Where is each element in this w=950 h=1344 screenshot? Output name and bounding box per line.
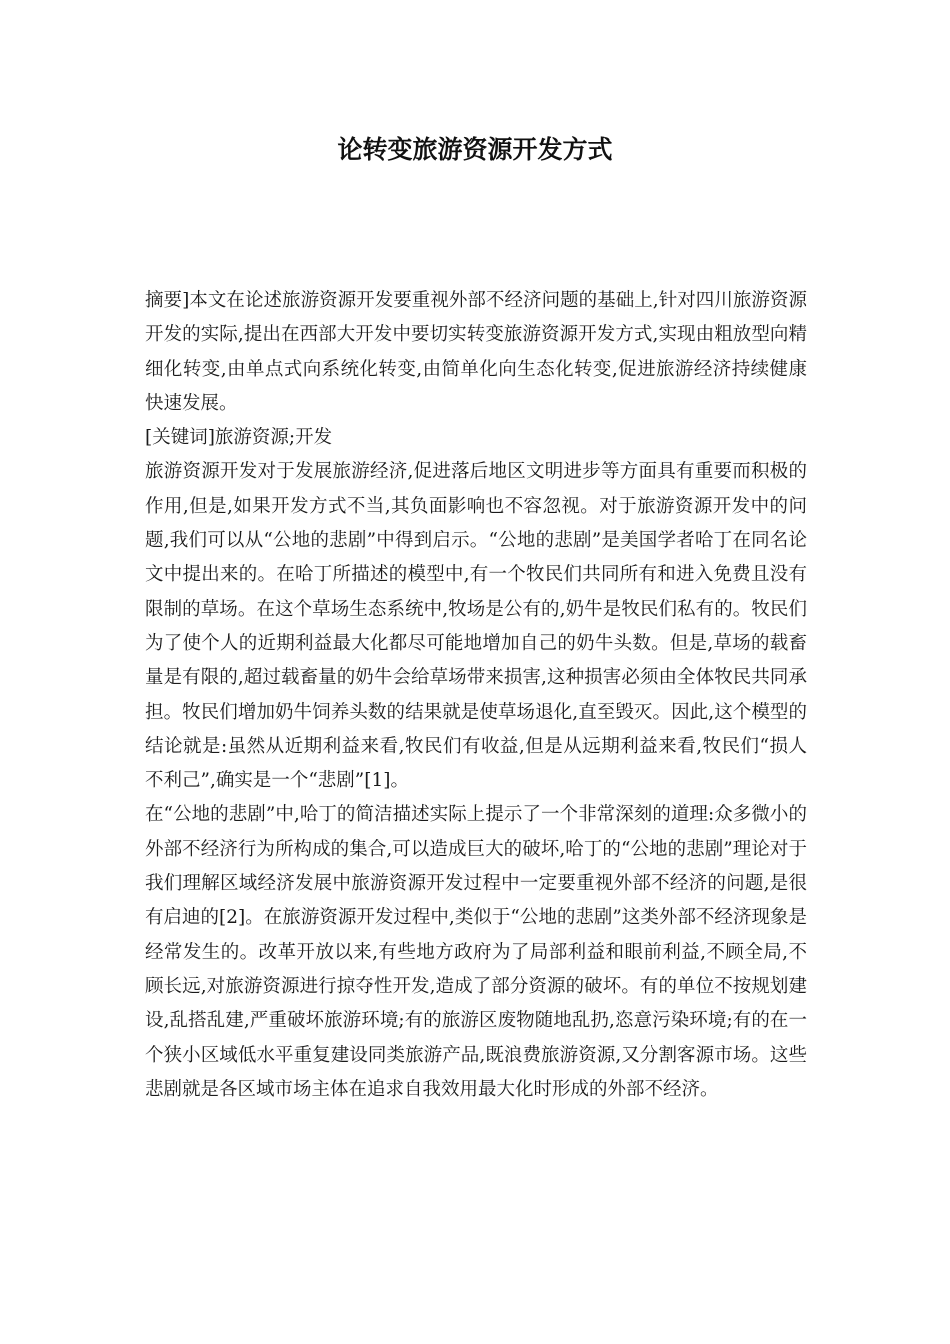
document-body bbox=[145, 284, 807, 1107]
body-paragraph-1: 旅游资源开发对于发展旅游经济,促进落后地区文明进步等方面具有重要而积极的作用,但是,如果开发方式不当,其负面影响也不容忽视。对于旅游资源开发中的问题,我们可以从“公地的悲剧”中得到启示。“公地的悲剧”是美国学者哈丁在同名论文中提出来的。在哈丁所描述的模型中,有一个牧民们共同所有和进入免费且没有限制的草场。在这个草场生态系统中,牧场是公有的,奶牛是牧民们私有的。牧民们为了使个人的近期利益最大化都尽可能地增加自己的奶牛头数。但是,草场的载畜量是有限的,超过载畜量的奶牛会给草场带来损害,这种损害必须由全体牧民共同承担。牧民们增加奶牛饲养头数的结果就是使草场退化,直至毁灭。因此,这个模型的结论就是:虽然从近期利益来看,牧民们有收益,但是从远期利益来看,牧民们“损人不利己”,确实是一个“悲剧”[1]。 bbox=[145, 461, 807, 792]
abstract-paragraph: 摘要]本文在论述旅游资源开发要重视外部不经济问题的基础上,针对四川旅游资源开发的实际,提出在西部大开发中要切实转变旅游资源开发方式,实现由粗放型向精细化转变,由单点式向系统化转变,由简单化向生态化转变,促进旅游经济持续健康快速发展。 bbox=[145, 290, 807, 414]
body-paragraph-2: 在“公地的悲剧”中,哈丁的简洁描述实际上提示了一个非常深刻的道理:众多微小的外部不经济行为所构成的集合,可以造成巨大的破坏,哈丁的“公地的悲剧”理论对于我们理解区域经济发展中旅游资源开发过程中一定要重视外部不经济的问题,是很有启迪的[2]。在旅游资源开发过程中,类似于“公地的悲剧”这类外部不经济现象是经常发生的。改革开放以来,有些地方政府为了局部利益和眼前利益,不顾全局,不顾长远,对旅游资源进行掠夺性开发,造成了部分资源的破坏。有的单位不按规划建设,乱搭乱建,严重破坏旅游环境;有的旅游区废物随地乱扔,恣意污染环境;有的在一个狭小区域低水平重复建设同类旅游产品,既浪费旅游资源,又分割客源市场。这些悲剧就是各区域市场主体在追求自我效用最大化时形成的外部不经济。 bbox=[145, 804, 807, 1100]
document-title: 论转变旅游资源开发方式 bbox=[337, 135, 613, 164]
keywords-paragraph: [关键词]旅游资源;开发 bbox=[145, 427, 333, 449]
